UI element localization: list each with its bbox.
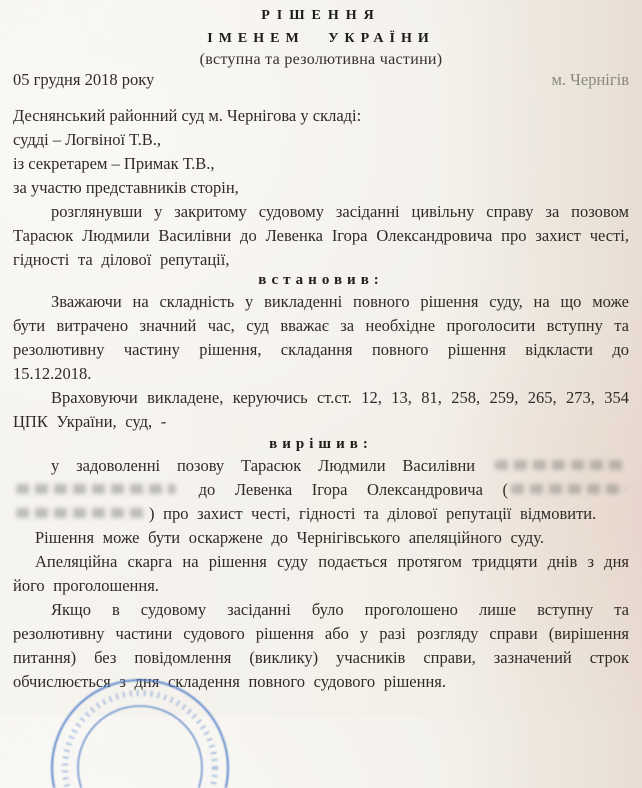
court-composition [13, 104, 629, 200]
judge-line: судді – Логвіної Т.В., [13, 130, 161, 149]
established-heading: встановив: [258, 272, 384, 288]
appeal-court-line: Рішення може бути оскаржене до Чернігівського апеляційного суду. [35, 528, 544, 547]
participants-line: за участю представників сторін, [13, 178, 239, 197]
redacted-text [511, 484, 626, 494]
court-name-line: Деснянський районний суд м. Чернігова у складі: [13, 106, 362, 125]
decision-text-part2: до Левенка Ігора Олександровича ( [198, 480, 508, 499]
redacted-text [16, 484, 176, 494]
case-description-paragraph: розглянувши у закритому судовому засіданні цивільну справу за позовом Тарасюк Людмили Василівни до Левенка Ігора Олександровича про захист честі, гідності та ділової репутації, [13, 202, 629, 269]
appeal-term-paragraph: Апеляційна скарга на рішення суду подається протягом тридцяти днів з дня його проголошення. [13, 552, 629, 595]
document-subtitle: (вступна та резолютивна частини) [199, 51, 443, 68]
decision-city: м. Чернігів [551, 70, 629, 89]
redacted-text [495, 460, 565, 470]
redacted-text [16, 508, 146, 518]
secretary-line: із секретарем – Примак Т.В., [13, 154, 215, 173]
court-stamp-icon [40, 648, 240, 788]
legal-basis-paragraph: Враховуючи викладене, керуючись ст.ст. 12, 13, 81, 258, 259, 265, 273, 354 ЦПК України, суд, - [13, 388, 629, 431]
document-title-line2: ІМЕНЕМ УКРАЇНИ [207, 31, 435, 46]
dateline [13, 70, 629, 90]
document-title: РІШЕННЯ [261, 8, 381, 23]
decided-heading: вирішив: [269, 436, 373, 452]
decision-paragraph [13, 454, 629, 526]
complexity-paragraph: Зважаючи на складність у викладенні повного рішення суду, на що може бути витрачено значний час, суд вважає за необхідне проголосити вступну та резолютивну частину рішення, складання повного рішення відкласти до 15.12.2018. [13, 292, 629, 383]
decision-date: 05 грудня 2018 року [13, 70, 155, 89]
decision-text-part3: ) про захист честі, гідності та ділової репутації відмовити. [149, 504, 597, 523]
redacted-text [571, 460, 626, 470]
decision-text-part1: у задоволенні позову Тарасюк Людмили Василівни [51, 456, 476, 475]
final-paragraph: Якщо в судовому засіданні було проголошено лише вступну та резолютивну частини судового рішення або у разі розгляду справи (вирішення питання) без повідомлення (виклику) учасників справи, зазначений строк обчислюється з дня складення повного судового рішення. [13, 600, 629, 691]
